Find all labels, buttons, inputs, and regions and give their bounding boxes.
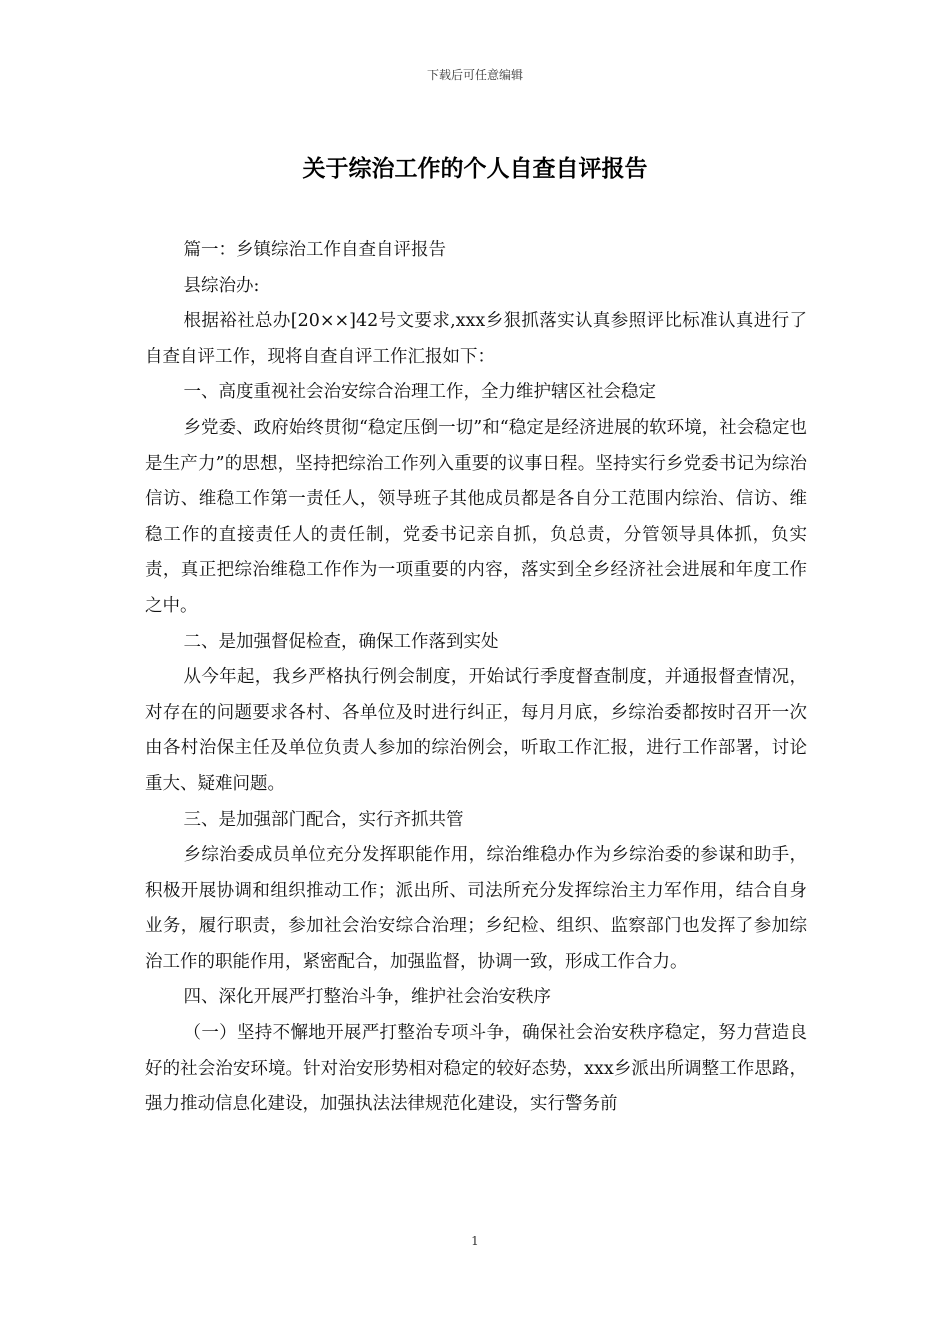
paragraph-body-4: （一）坚持不懈地开展严打整治专项斗争，确保社会治安秩序稳定，努力营造良好的社会治安环境。针对治安形势相对稳定的较好态势，xxx乡派出所调整工作思路，强力推动信息化建设，加强执法法律规范化建设，实行警务前 — [145, 1023, 807, 1115]
paragraph-heading-1: 一、高度重视社会治安综合治理工作，全力维护辖区社会稳定 — [183, 382, 656, 403]
document-title: 关于综治工作的个人自查自评报告 — [302, 156, 648, 182]
paragraph-intro: 根据裕社总办[20××]42号文要求,xxx乡狠抓落实认真参照评比标准认真进行了自查自评工作，现将自查自评工作汇报如下： — [145, 311, 807, 367]
paragraph-heading-3: 三、是加强部门配合，实行齐抓共管 — [183, 809, 464, 830]
paragraph-section-heading: 篇一：乡镇综治工作自查自评报告 — [183, 240, 446, 260]
paragraph-body-1: 乡党委、政府始终贯彻“稳定压倒一切”和“稳定是经济进展的软环境，社会稳定也是生产力”的思想，坚持把综治工作列入重要的议事日程。坚持实行乡党委书记为综治信访、维稳工作第一责任人，领导班子其他成员都是各自分工范围内综治、信访、维稳工作的直接责任人的责任制，党委书记亲自抓，负总责，分管领导具体抓，负实责，真正把综治维稳工作作为一项重要的内容，落实到全乡经济社会进展和年度工作之中。 — [145, 417, 807, 616]
paragraph-heading-2: 二、是加强督促检查，确保工作落到实处 — [183, 631, 499, 652]
paragraph-recipient: 县综治办: — [183, 275, 260, 296]
paragraph-body-2: 从今年起，我乡严格执行例会制度，开始试行季度督查制度，并通报督查情况，对存在的问题要求各村、各单位及时进行纠正，每月月底，乡综治委都按时召开一次由各村治保主任及单位负责人参加的综治例会，听取工作汇报，进行工作部署，讨论重大、疑难问题。 — [145, 667, 807, 794]
paragraph-heading-4: 四、深化开展严打整治斗争，维护社会治安秩序 — [183, 987, 551, 1008]
document-body — [145, 233, 807, 1123]
page-number: 1 — [471, 1234, 479, 1248]
paragraph-body-3: 乡综治委成员单位充分发挥职能作用，综治维稳办作为乡综治委的参谋和助手，积极开展协调和组织推动工作；派出所、司法所充分发挥综治主力军作用，结合自身业务，履行职责，参加社会治安综合治理；乡纪检、组织、监察部门也发挥了参加综治工作的职能作用，紧密配合，加强监督，协调一致，形成工作合力。 — [145, 845, 807, 972]
page-header-note: 下载后可任意编辑 — [426, 68, 523, 82]
